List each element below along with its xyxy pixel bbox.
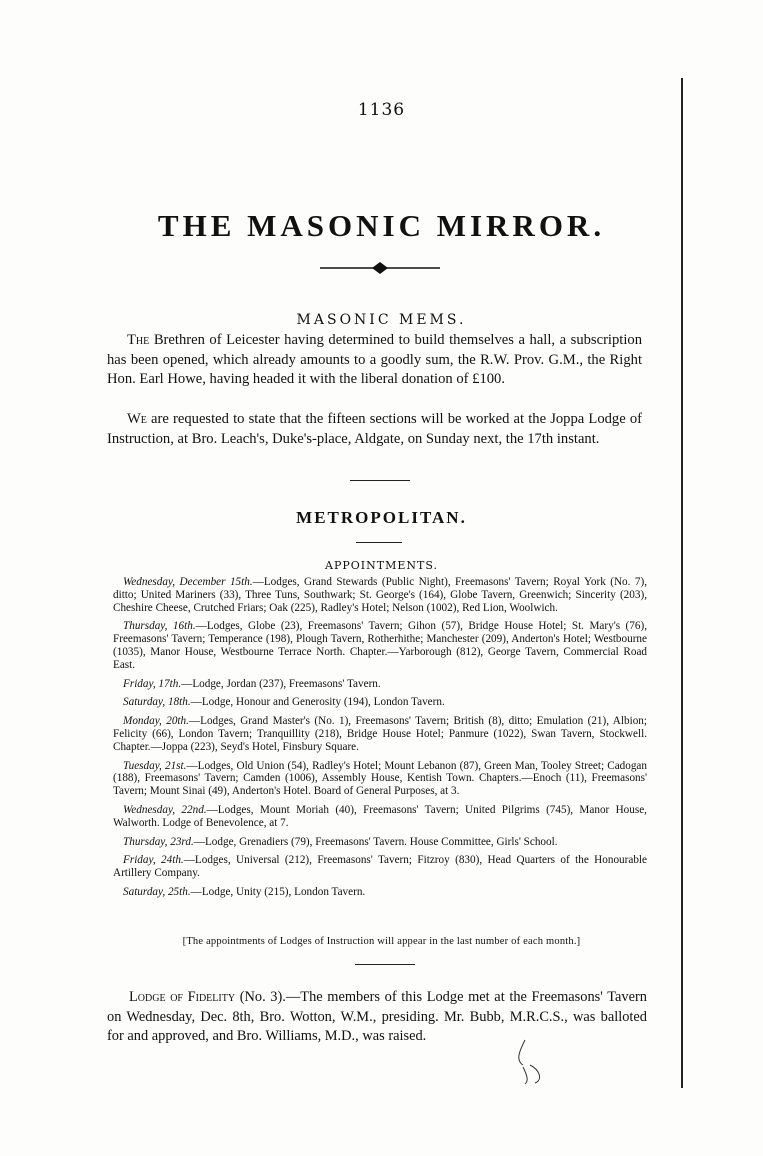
pencil-mark-icon	[505, 1035, 565, 1085]
appointment-day: Wednesday, December 15th.	[123, 576, 253, 588]
mems-p1-lead: The	[127, 332, 150, 348]
mems-p1-text: Brethren of Leicester having determined to build themselves a hall, a subscription has been opened, which already amounts to a goodly sum, the R.W. Prov. G.M., the Right Hon. Earl Howe, having headed it with the liberal donation of £100.	[107, 332, 642, 388]
appointment-day: Saturday, 25th.	[123, 885, 191, 898]
masthead-title: THE MASONIC MIRROR.	[157, 208, 606, 243]
appointment-text: —Lodges, Universal (212), Freemasons' Tavern; Fitzroy (830), Head Quarters of the Honourable Artillery Company.	[113, 854, 647, 880]
appointment-entry	[113, 836, 647, 849]
appointment-day: Tuesday, 21st.	[123, 759, 187, 772]
section-divider-1	[350, 480, 410, 481]
appointment-day: Monday, 20th.	[123, 715, 189, 728]
appointment-entry	[113, 576, 647, 614]
appointment-day: Thursday, 23rd.	[123, 835, 194, 848]
lodge-report-text: (No. 3).—The members of this Lodge met at the Freemasons' Tavern on Wednesday, Dec. 8th, Bro. Wotton, W.M., presiding. Mr. Bubb, M.R.C.S., was balloted for and approved, and Bro. Williams, M.D., was raised.	[107, 989, 647, 1045]
appointment-day: Wednesday, 22nd.	[123, 803, 207, 816]
appointment-text: —Lodges, Grand Stewards (Public Night), Freemasons' Tavern; Royal York (No. 7), ditto; United Mariners (33), Three Tuns, Southwark; St. George's (164), Globe Tavern, Greenwich; Sincerity (203), Cheshire Cheese, Crutched Friars; Oak (225), Radley's Hotel; Nelson (1002), Red Lion, Woolwich.	[113, 576, 648, 614]
appointment-day: Saturday, 18th.	[123, 696, 191, 709]
appointment-entry	[113, 854, 647, 880]
mems-heading: MASONIC MEMS.	[296, 312, 467, 328]
mems-p2-lead: We	[127, 411, 147, 427]
lodge-report-lead: Lodge of Fidelity	[129, 989, 236, 1005]
appointment-entry	[113, 678, 647, 691]
appointment-day: Friday, 24th.	[123, 854, 184, 867]
appointment-text: —Lodges, Grand Master's (No. 1), Freemasons' Tavern; British (8), ditto; Emulation (21), Albion; Felicity (66), London Tavern; Tranquillity (218), Bridge House Hotel; Panmure (1022), Swan Tavern, Stockwell. Chapter.—Joppa (223), Seyd's Hotel, Finsbury Square.	[113, 715, 647, 753]
mems-paragraph-2	[107, 410, 642, 449]
mems-p2-text: are requested to state that the fifteen sections will be worked at the Joppa Lodge of Instruction, at Bro. Leach's, Duke's-place, Aldgate, on Sunday next, the 17th instant.	[107, 411, 642, 447]
appointment-day: Friday, 17th.	[123, 677, 182, 690]
appointments-heading: APPOINTMENTS.	[325, 559, 438, 572]
appointment-day: Thursday, 16th.	[123, 620, 196, 633]
appointment-text: —Lodge, Grenadiers (79), Freemasons' Tavern. House Committee, Girls' School.	[193, 835, 558, 848]
mems-paragraph-1	[107, 331, 642, 390]
appointment-entry	[113, 696, 647, 709]
appointment-text: —Lodge, Jordan (237), Freemasons' Tavern.	[181, 677, 381, 690]
appointment-text: —Lodge, Unity (215), London Tavern.	[190, 885, 366, 898]
appointment-entry	[113, 715, 647, 753]
ornament-divider	[320, 262, 440, 274]
instruction-note: [The appointments of Lodges of Instruction will appear in the last number of each month.]	[182, 936, 581, 947]
appointment-entry	[113, 886, 647, 899]
metropolitan-heading: METROPOLITAN.	[296, 508, 467, 527]
appointment-text: —Lodge, Honour and Generosity (194), London Tavern.	[190, 696, 445, 709]
lodge-report-paragraph	[107, 988, 647, 1047]
appointments-list	[113, 576, 647, 905]
metro-underline	[356, 542, 402, 543]
appointment-entry	[113, 804, 647, 830]
appointment-text: —Lodges, Globe (23), Freemasons' Tavern; Gihon (57), Bridge House Hotel; St. Mary's (76), Freemasons' Tavern; Temperance (198), Plough Tavern, Rotherhithe; Manchester (209), Anderton's Hotel; Westbourne (1035), Manor House, Westbourne Terrace North. Chapter.—Yarborough (812), George Tavern, Commercial Road East.	[113, 620, 647, 671]
appointment-entry	[113, 760, 647, 798]
appointment-entry	[113, 620, 647, 671]
appointment-text: —Lodges, Mount Moriah (40), Freemasons' Tavern; United Pilgrims (745), Manor House, Walworth. Lodge of Benevolence, at 7.	[113, 803, 647, 829]
section-divider-2	[355, 964, 415, 965]
appointment-text: —Lodges, Old Union (54), Radley's Hotel; Mount Lebanon (87), Green Man, Tooley Street; Cadogan (188), Freemasons' Tavern; Camden (1006), Assembly House, Kentish Town. Chapters.—Enoch (11), Freemasons' Tavern; Mount Sinai (49), Anderton's Hotel. Board of General Purposes, at 3.	[113, 759, 647, 798]
page-number: 1136	[357, 100, 406, 120]
